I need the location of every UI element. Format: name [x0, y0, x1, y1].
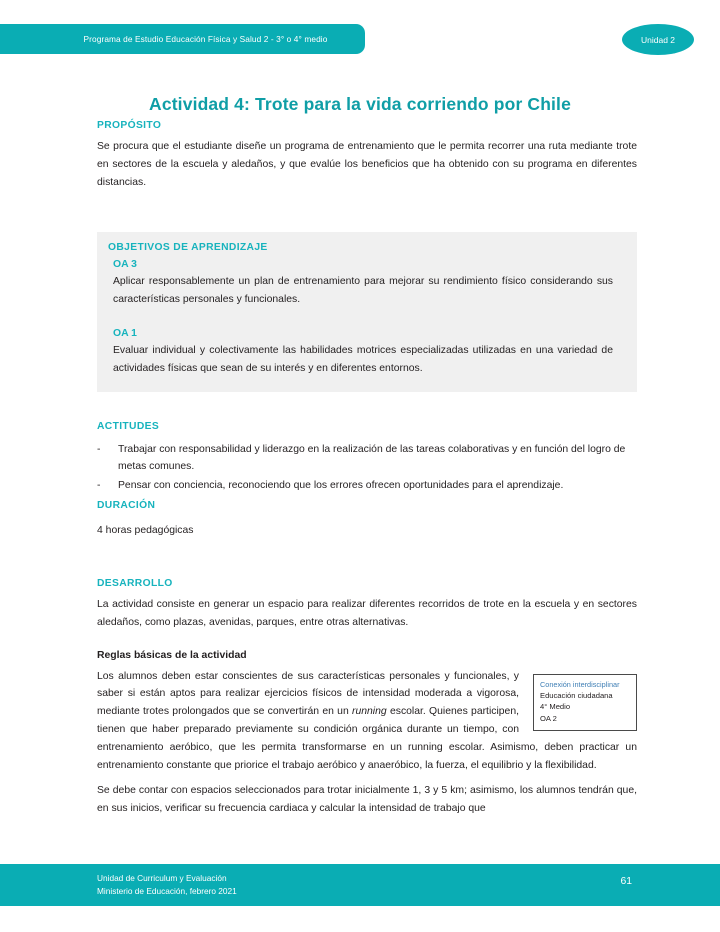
- unit-badge: [622, 24, 694, 55]
- oa-text-1: Evaluar individual y colectivamente las habilidades motrices especializadas utilizadas en una variedad de actividades físicas que sean de su interés y en diferentes entornos.: [113, 344, 613, 374]
- oa-code-0: OA 3: [113, 258, 137, 270]
- conexion-line-2: OA 2: [540, 713, 557, 723]
- actitudes-list: [97, 441, 637, 495]
- oa-text-0: Aplicar responsablemente un plan de entrenamiento para mejorar su rendimiento físico considerando sus características personales y funcionales.: [113, 275, 613, 305]
- desarrollo-subheading: Reglas básicas de la actividad: [97, 649, 247, 661]
- proposito-text: Se procura que el estudiante diseñe un programa de entrenamiento que le permita recorrer una ruta mediante trote en sectores de la escuela y aledaños, y que evalúe los beneficios que ha obtenido con su programa en diferentes distancias.: [97, 141, 637, 188]
- conexion-interdisciplinar-box: [533, 674, 637, 732]
- duracion-value: 4 horas pedagógicas: [97, 524, 194, 536]
- desarrollo-p1-part2: escolar. Quienes participen, tienen que haber preparado previamente su condición orgánica durante un tiempo, con entrenamiento aeróbico, que les permita transformarse en un running escolar. Asimismo, deben practicar un entrenamiento constante que priorice el trabajo aeróbico y anaeróbico, la fuerza, el equilibrio y la flexibilidad.: [97, 706, 637, 771]
- page-footer: [0, 864, 720, 906]
- conexion-line-1: 4° Medio: [540, 702, 571, 712]
- desarrollo-paragraph-block: [97, 668, 637, 775]
- desarrollo-heading: DESARROLLO: [97, 577, 173, 589]
- footer-line-2: Ministerio de Educación, febrero 2021: [97, 885, 237, 896]
- conexion-title: Conexión interdisciplinar: [540, 679, 620, 689]
- desarrollo-intro: La actividad consiste en generar un espacio para realizar diferentes recorridos de trote en la escuela y en sectores aledaños, como plazas, avenidas, parques, entre otras alternativas.: [97, 598, 637, 628]
- program-title-pill: [0, 24, 365, 54]
- desarrollo-paragraph-2: Se debe contar con espacios seleccionados para trotar inicialmente 1, 3 y 5 km; asimismo, los alumnos tendrán que, en sus inicios, verificar su frecuencia cardiaca y calcular la intensidad de trabajo que: [97, 784, 637, 814]
- footer-credits: [97, 872, 237, 898]
- page-title: Actividad 4: Trote para la vida corriendo por Chile: [149, 93, 571, 114]
- bullet-marker-icon: -: [97, 480, 101, 492]
- objetivos-aprendizaje-box: [97, 232, 637, 392]
- actitud-text-1: Pensar con conciencia, reconociendo que los errores ofrecen oportunidades para el aprendizaje.: [118, 480, 564, 492]
- conexion-line-0: Educación ciudadana: [540, 691, 613, 701]
- desarrollo-p1-italic: running: [352, 706, 387, 718]
- duracion-heading: DURACIÓN: [97, 499, 156, 511]
- unit-badge-label: Unidad 2: [640, 34, 676, 45]
- page-number: 61: [620, 876, 632, 887]
- document-content: [97, 120, 637, 818]
- desarrollo-p1-part1: Los alumnos deben estar conscientes de sus características personales y funcionales, y saber si están aptos para realizar ejercicios físicos de intensidad moderada a vigorosa, mediante trotes prolongados que se convertirán en un: [97, 670, 519, 718]
- objetivos-heading: OBJETIVOS DE APRENDIZAJE: [108, 241, 268, 253]
- list-item: [97, 441, 637, 476]
- program-title-text: Programa de Estudio Educación Física y Salud 2 - 3° o 4° medio: [83, 34, 328, 44]
- actitudes-heading: ACTITUDES: [97, 420, 160, 432]
- bullet-marker-icon: -: [97, 443, 101, 455]
- actitud-text-0: Trabajar con responsabilidad y liderazgo en la realización de las tareas colaborativas y en función del logro de metas comunes.: [118, 443, 626, 473]
- footer-line-1: Unidad de Curriculum y Evaluación: [97, 873, 227, 883]
- oa-code-1: OA 1: [113, 327, 137, 339]
- seccion-proposito-heading: PROPÓSITO: [97, 120, 162, 131]
- oa-spacer: [108, 309, 623, 322]
- list-item: [97, 477, 637, 495]
- page-header: [0, 0, 720, 64]
